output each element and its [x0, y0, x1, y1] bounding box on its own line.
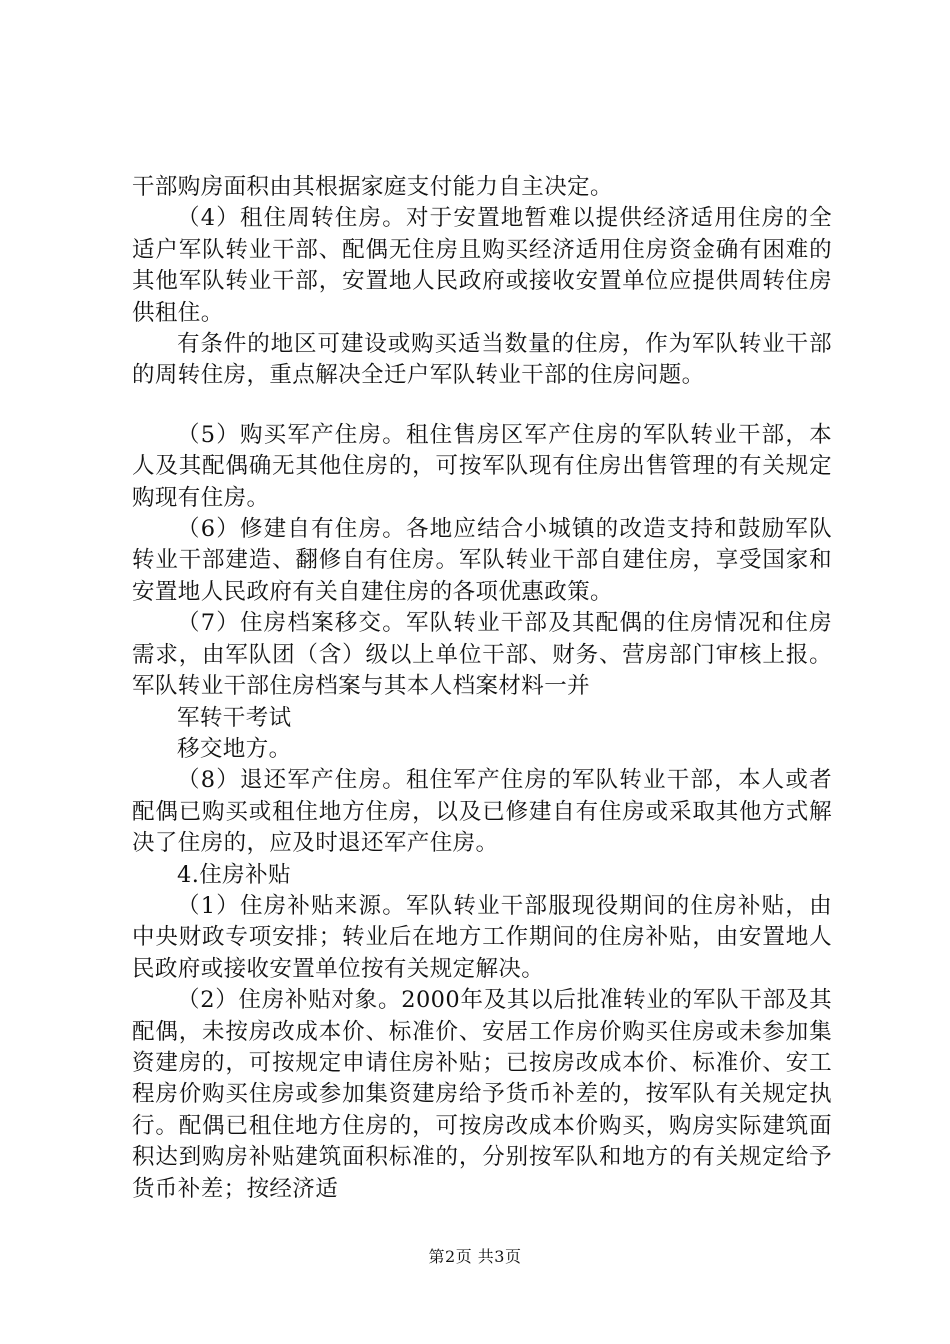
section-heading-housing-subsidy: 4.住房补贴 — [177, 861, 291, 888]
paragraph-subsidy-1: （1）住房补贴来源。军队转业干部服现役期间的住房补贴，由中央财政专项安排；转业后在地方工作期间的住房补贴，由安置地人民政府或接收安置单位按有关规定解决。 — [132, 892, 832, 982]
paragraph-item-6: （6）修建自有住房。各地应结合小城镇的改造支持和鼓励军队转业干部建造、翻修自有住房。军队转业干部自建住房，享受国家和安置地人民政府有关自建住房的各项优惠政策。 — [132, 516, 832, 605]
page-number-footer: 第2页 共3页 — [428, 1247, 522, 1266]
paragraph-subsidy-2: （2）住房补贴对象。2000年及其以后批准转业的军队干部及其配偶，未按房改成本价、标准价、安居工作房价购买住房或未参加集资建房的，可按规定申请住房补贴；已按房改成本价、标准价、安工程房价购买住房或参加集资建房给予货币补差的，按军队有关规定执行。配偶已租住地方住房的，可按房改成本价购买，购房实际建筑面积达到购房补贴建筑面积标准的，分别按军队和地方的有关规定给予货币补差；按经济适 — [132, 987, 832, 1202]
paragraph-gap — [132, 392, 832, 420]
paragraph-item-7: （7）住房档案移交。军队转业干部及其配偶的住房情况和住房需求，由军队团（含）级以上单位干部、财务、营房部门审核上报。军队转业干部住房档案与其本人档案材料一并 — [132, 610, 832, 700]
paragraph-item-4-note: 有条件的地区可建设或购买适当数量的住房，作为军队转业干部的周转住房，重点解决全迁户军队转业干部的住房问题。 — [132, 331, 832, 389]
paragraph-item-7-end: 移交地方。 — [177, 735, 292, 762]
paragraph-item-8: （8）退还军产住房。租住军产住房的军队转业干部，本人或者配偶已购买或租住地方住房，以及已修建自有住房或采取其他方式解决了住房的，应及时退还军产住房。 — [132, 767, 832, 857]
paragraph-item-4: （4）租住周转住房。对于安置地暂难以提供经济适用住房的全适户军队转业干部、配偶无住房且购买经济适用住房资金确有困难的其他军队转业干部，安置地人民政府或接收安置单位应提供周转住房供租住。 — [132, 205, 832, 326]
paragraph-item-5: （5）购买军产住房。租住售房区军产住房的军队转业干部，本人及其配偶确无其他住房的，可按军队现有住房出售管理的有关规定购现有住房。 — [132, 421, 832, 511]
paragraph-continuation: 干部购房面积由其根据家庭支付能力自主决定。 — [132, 174, 613, 200]
document-body — [132, 172, 832, 1205]
inserted-note: 军转干考试 — [177, 704, 292, 731]
